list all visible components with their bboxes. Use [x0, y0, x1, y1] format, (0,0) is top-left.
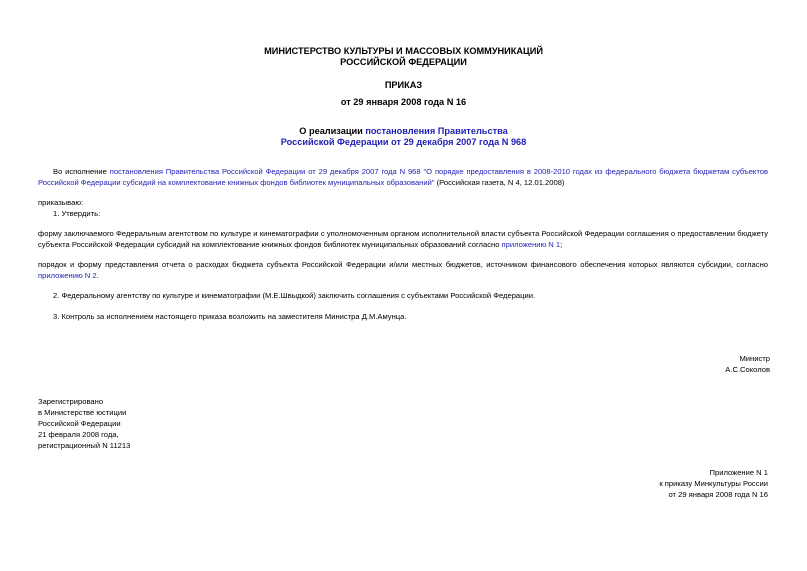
- registration-line-2: в Министерстве юстиции: [38, 408, 127, 417]
- item-1-report-paragraph: [38, 260, 768, 281]
- registration-line-3: Российской Федерации: [38, 419, 121, 428]
- appendix-1-header: [659, 467, 768, 500]
- report-text: порядок и форму представления отчета о расходах бюджета субъекта Российской Федерации и/или местных бюджетов, источником финансового обеспечения которых являются субсидии, согласно: [38, 260, 768, 269]
- ministry-line-1: МИНИСТЕРСТВО КУЛЬТУРЫ И МАССОВЫХ КОММУНИКАЦИЙ: [264, 46, 543, 56]
- intro-decree-link[interactable]: постановления Правительства Российской Федерации от 29 декабря 2007 года N 968 "О порядке предоставления в 2008-2010 годах из федерального бюджета бюджетам субъектов Российской Федерации субсидий на комплектование книжных фондов библиотек муниципальных образований": [38, 167, 768, 187]
- title-link-line-2[interactable]: Российской Федерации от 29 декабря 2007 года N 968: [280, 137, 527, 147]
- report-end: .: [96, 270, 99, 280]
- signature-name: А.С.Соколов: [725, 365, 770, 374]
- registration-block: [38, 396, 130, 451]
- appendix-2-link[interactable]: приложению N 2: [38, 270, 97, 280]
- title-link-line-1[interactable]: постановления Правительства: [365, 126, 508, 136]
- intro-tail: (Российская газета, N 4, 12.01.2008): [434, 177, 565, 187]
- registration-line-4: 21 февраля 2008 года,: [38, 430, 119, 439]
- orders-label: приказываю:: [38, 198, 84, 207]
- ministry-line-2: РОССИЙСКОЙ ФЕДЕРАЦИИ: [340, 57, 467, 67]
- appendix-line-3: от 29 января 2008 года N 16: [668, 490, 768, 499]
- form-text: форму заключаемого Федеральным агентством по культуре и кинематографии с уполномоченным органом исполнительной власти субъекта Российской Федерации соглашения о предоставлении бюджету субъекта Российской Федерации субсидий на комплектование книжных фондов библиотек муниципальных образований согласно: [38, 229, 768, 249]
- title-prefix: О реализации: [299, 126, 366, 136]
- item-2: 2. Федеральному агентству по культуре и кинематографии (М.Е.Швыдкой) заключить соглашения с субъектами Российской Федерации.: [53, 291, 536, 300]
- appendix-line-2: к приказу Минкультуры России: [659, 479, 768, 488]
- appendix-1-link[interactable]: приложению N 1: [501, 239, 561, 249]
- doc-type: ПРИКАЗ: [384, 80, 423, 90]
- item-3: 3. Контроль за исполнением настоящего приказа возложить на заместителя Министра Д.М.Амунца.: [53, 312, 407, 321]
- item-1-form-paragraph: [38, 229, 768, 250]
- registration-line-1: Зарегистрировано: [38, 397, 104, 406]
- doc-date: от 29 января 2008 года N 16: [340, 97, 467, 107]
- ministry-heading: [0, 46, 807, 68]
- registration-line-5: регистрационный N 11213: [38, 441, 131, 450]
- signature-block: [725, 353, 770, 375]
- intro-paragraph: [38, 167, 768, 188]
- signature-position: Министр: [739, 354, 770, 363]
- appendix-line-1: Приложение N 1: [709, 468, 768, 477]
- item-1-label: 1. Утвердить:: [53, 209, 101, 218]
- form-end: ;: [560, 239, 563, 249]
- intro-lead: Во исполнение: [53, 167, 110, 176]
- doc-title: [0, 126, 807, 148]
